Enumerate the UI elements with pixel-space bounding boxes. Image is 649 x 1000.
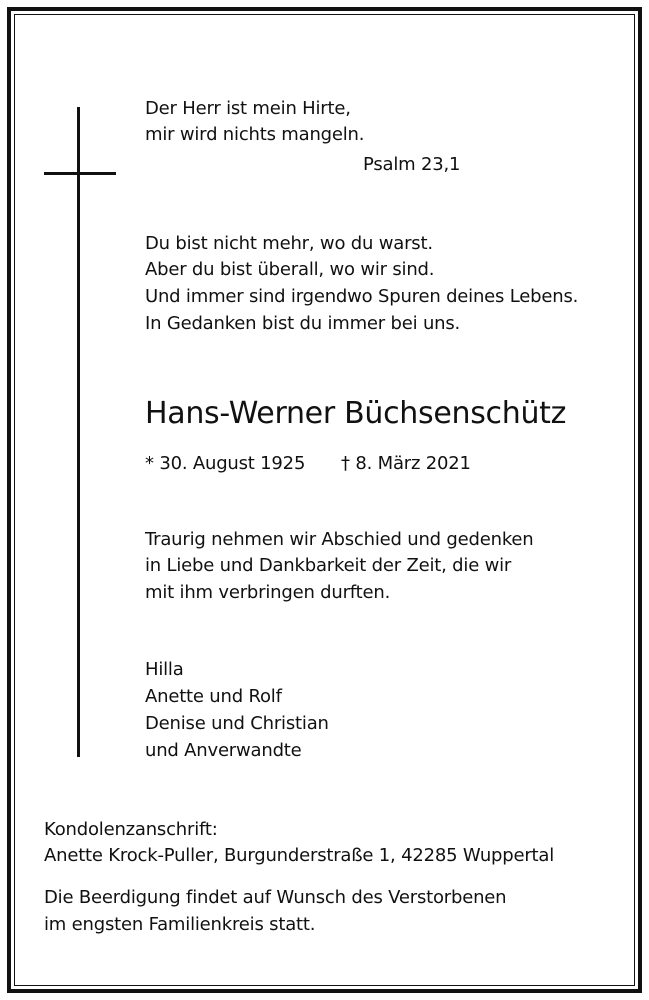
psalm-line-1: Der Herr ist mein Hirte, — [145, 98, 351, 119]
mourner-item: Hilla — [145, 659, 184, 680]
poem-line-4: In Gedanken bist du immer bei uns. — [145, 313, 461, 334]
psalm-line-2: mir wird nichts mangeln. — [145, 124, 365, 145]
message-line-3: mit ihm verbringen durften. — [145, 582, 391, 603]
cross-icon-vertical-bar — [77, 107, 80, 757]
funeral-note-line-1: Die Beerdigung findet auf Wunsch des Verstorbenen — [44, 887, 507, 908]
condolence-label: Kondolenzanschrift: — [44, 819, 218, 840]
deceased-name: Hans-Werner Büchsenschütz — [145, 396, 567, 431]
condolence-address: Anette Krock-Puller, Burgunderstraße 1, 42285 Wuppertal — [44, 845, 555, 866]
psalm-reference: Psalm 23,1 — [363, 154, 461, 175]
birth-date: * 30. August 1925 — [145, 453, 306, 474]
poem-line-2: Aber du bist überall, wo wir sind. — [145, 259, 435, 280]
poem-line-1: Du bist nicht mehr, wo du warst. — [145, 233, 433, 254]
mourner-item: Anette und Rolf — [145, 686, 282, 707]
death-date: † 8. März 2021 — [341, 453, 471, 474]
cross-icon-horizontal-bar — [44, 172, 116, 175]
funeral-note-line-2: im engsten Familienkreis statt. — [44, 914, 316, 935]
mourner-item: Denise und Christian — [145, 713, 329, 734]
message-line-1: Traurig nehmen wir Abschied und gedenken — [145, 529, 534, 550]
message-line-2: in Liebe und Dankbarkeit der Zeit, die wir — [145, 555, 512, 576]
mourner-item: und Anverwandte — [145, 740, 302, 761]
poem-line-3: Und immer sind irgendwo Spuren deines Lebens. — [145, 286, 579, 307]
